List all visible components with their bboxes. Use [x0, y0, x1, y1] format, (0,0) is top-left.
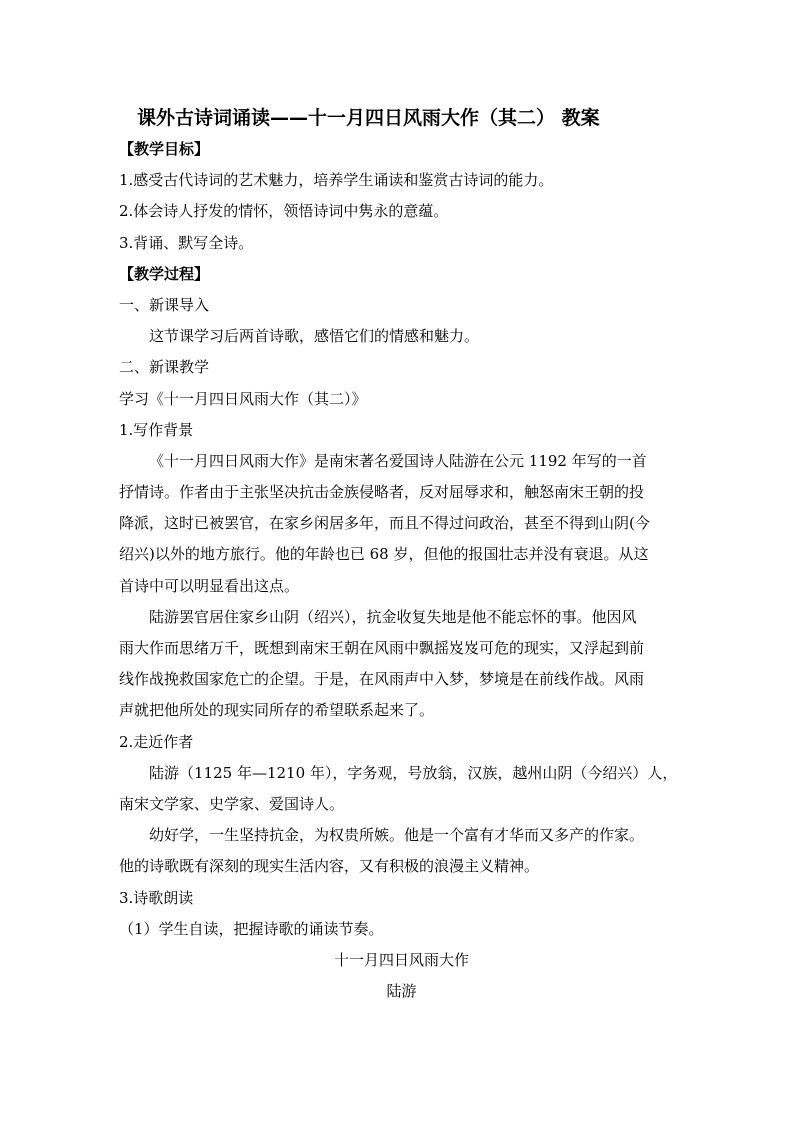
paragraph-line: 雨大作而思绪万千，既想到南宋王朝在风雨中飘摇岌岌可危的现实，又浮起到前 [119, 639, 645, 657]
poem-title: 十一月四日风雨大作 [333, 950, 469, 969]
poem-author: 陆游 [386, 982, 417, 1001]
goal-item-1: 1.感受古代诗词的艺术魅力，培养学生诵读和鉴赏古诗词的能力。 [119, 171, 554, 190]
paragraph-line: 南宋文学家、史学家、爱国诗人。 [119, 794, 345, 813]
background-paragraph-1 [119, 446, 684, 602]
paragraph-line: 《十一月四日风雨大作》是南宋著名爱国诗人陆游在公元 1192 年写的一首 [149, 451, 647, 470]
paragraph-line: 降派，这时已被罢官，在家乡闲居多年，而且不得过问政治，甚至不得到山阴(今 [119, 514, 650, 533]
study-line: 学习《十一月四日风雨大作（其二）》 [119, 389, 367, 408]
paragraph-line: 线作战挽救国家危亡的企望。于是，在风雨声中入梦，梦境是在前线作战。风雨 [119, 670, 645, 689]
goal-item-2: 2.体会诗人抒发的情怀，领悟诗词中隽永的意蕴。 [119, 202, 449, 221]
paragraph-line: 陆游罢官居住家乡山阴（绍兴），抗金收复失地是他不能忘怀的事。他因风 [149, 607, 637, 626]
paragraph-line: 声就把他所处的现实同所存的希望联系起来了。 [119, 701, 435, 720]
goal-item-3: 3.背诵、默写全诗。 [119, 233, 254, 252]
paragraph-line: 他的诗歌既有深刻的现实生活内容，又有积极的浪漫主义精神。 [119, 857, 540, 876]
section-1-title: 一、新课导入 [119, 295, 210, 314]
goals-heading: 【教学目标】 [119, 140, 210, 158]
paragraph-line: 首诗中可以明显看出这点。 [119, 576, 300, 595]
document-title: 课外古诗词诵读——十一月四日风雨大作（其二） 教案 [137, 107, 600, 129]
section-1-text: 这节课学习后两首诗歌，感悟它们的情感和魅力。 [149, 327, 480, 346]
paragraph-line: 幼好学，一生坚持抗金，为权贵所嫉。他是一个富有才华而又多产的作家。 [149, 826, 645, 845]
document-page [119, 102, 684, 1007]
sub-2-title: 2.走近作者 [119, 732, 194, 751]
sub-3-title: 3.诗歌朗读 [119, 888, 194, 907]
background-paragraph-2 [119, 602, 684, 727]
process-heading: 【教学过程】 [119, 264, 210, 283]
author-paragraph-1 [119, 758, 684, 820]
author-paragraph-2 [119, 820, 684, 882]
paragraph-line: 陆游（1125 年—1210 年），字务观，号放翁，汉族，越州山阴（今绍兴）人， [149, 763, 678, 782]
paragraph-line: 抒情诗。作者由于主张坚决抗击金族侵略者，反对屈辱求和，触怒南宋王朝的投 [119, 483, 645, 502]
sub-1-title: 1.写作背景 [119, 420, 194, 439]
reading-step-1: （1）学生自读，把握诗歌的诵读节奏。 [119, 919, 384, 938]
section-2-title: 二、新课教学 [119, 358, 210, 377]
paragraph-line: 绍兴)以外的地方旅行。他的年龄也已 68 岁，但他的报国壮志并没有衰退。从这 [119, 545, 649, 564]
